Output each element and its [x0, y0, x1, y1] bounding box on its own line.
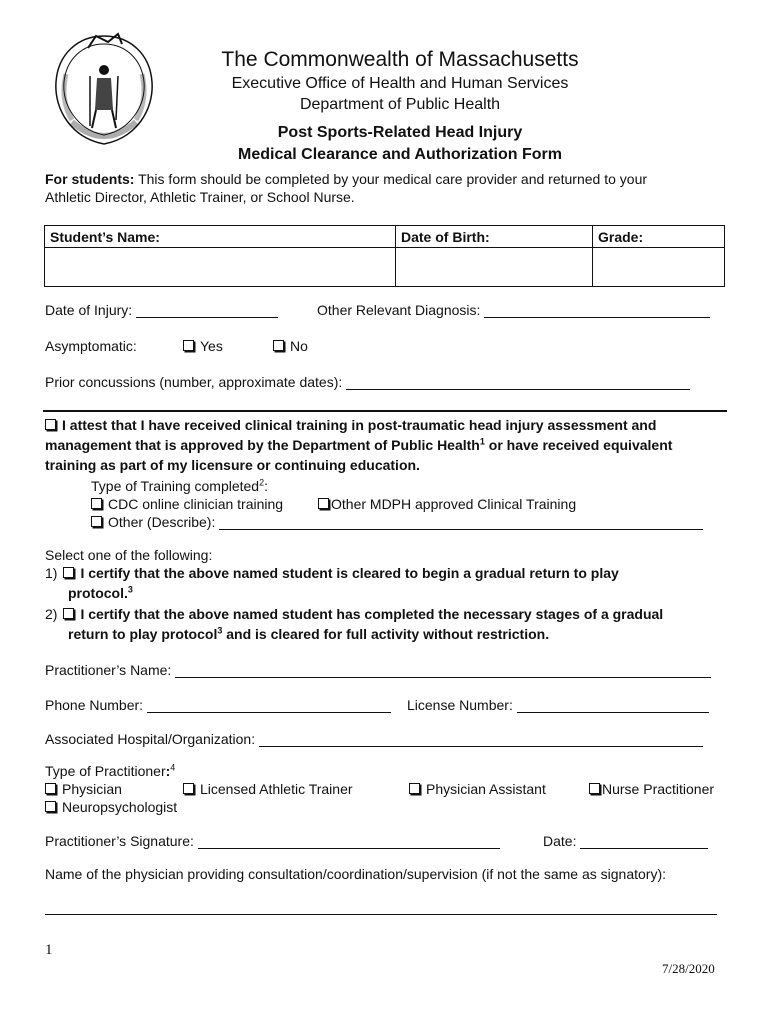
footnote-ref: 3	[127, 584, 133, 595]
attest-text-2a: management that is approved by the Department of Public Health	[45, 437, 480, 453]
colon-text: :	[165, 763, 171, 779]
option-number: 2)	[45, 606, 58, 622]
training-cdc-label: CDC online clinician training	[108, 496, 284, 512]
other-diagnosis-row	[317, 302, 710, 318]
pa-label: Physician Assistant	[426, 781, 546, 797]
type-np-option[interactable]	[589, 781, 714, 797]
type-neuro-option[interactable]	[45, 799, 177, 815]
training-mdph-label: Other MDPH approved Clinical Training	[331, 496, 577, 512]
footnote-ref: 1	[479, 436, 485, 447]
massachusetts-seal-icon	[52, 30, 156, 148]
dob-label: Date of Birth:	[396, 226, 593, 248]
signature-row	[45, 833, 500, 849]
asymptomatic-label: Asymptomatic:	[45, 338, 137, 354]
practitioner-type-label	[45, 763, 175, 779]
no-label: No	[290, 338, 308, 354]
training-mdph-option[interactable]	[318, 496, 576, 512]
consult-field[interactable]	[45, 914, 717, 915]
type-trainer-option[interactable]	[183, 781, 353, 797]
attest-line1	[45, 417, 735, 433]
option2-text-b: return to play protocol	[68, 626, 218, 642]
training-type-label	[91, 478, 268, 494]
student-name-label: Student’s Name:	[45, 226, 396, 248]
yes-label: Yes	[200, 338, 223, 354]
practitioner-name-row	[45, 662, 711, 678]
type-pa-option[interactable]	[409, 781, 546, 797]
asymptomatic-yes-option[interactable]	[183, 338, 223, 354]
phone-label: Phone Number:	[45, 697, 144, 713]
attest-text-2b: or have received equivalent	[484, 437, 673, 453]
trainer-label: Licensed Athletic Trainer	[200, 781, 353, 797]
option1-text-b: protocol.	[68, 585, 128, 601]
select-label: Select one of the following:	[45, 547, 213, 563]
section-divider	[43, 410, 727, 412]
footnote-ref: 3	[217, 625, 223, 636]
neuro-label: Neuropsychologist	[62, 799, 178, 815]
license-label: License Number:	[407, 697, 513, 713]
intro-text-2: Athletic Director, Athletic Trainer, or School Nurse.	[45, 189, 355, 205]
checkbox-icon[interactable]	[273, 340, 284, 351]
training-other-option[interactable]	[91, 514, 703, 530]
intro-body: This form should be completed by your medical care provider and returned to your	[134, 171, 648, 187]
license-field[interactable]	[517, 698, 709, 713]
date-row	[543, 833, 708, 849]
injury-date-field[interactable]	[136, 303, 278, 318]
injury-date-row	[45, 302, 278, 318]
option1-text-line2	[68, 585, 133, 601]
option1-text: I certify that the above named student is cleared to begin a gradual return to play	[80, 565, 619, 581]
physician-label: Physician	[62, 781, 122, 797]
phone-row	[45, 697, 391, 713]
hospital-row	[45, 731, 703, 747]
grade-field[interactable]	[593, 248, 725, 287]
footnote-ref: 4	[170, 762, 176, 773]
department-name: Department of Public Health	[299, 96, 501, 113]
license-row	[407, 697, 709, 713]
training-other-label: Other (Describe):	[108, 514, 216, 530]
intro-lead: For students:	[45, 171, 135, 187]
prior-concussions-row	[45, 374, 690, 390]
checkbox-icon[interactable]	[318, 498, 329, 509]
training-type-text: Type of Training completed	[91, 478, 260, 494]
attest-text-1: I attest that I have received clinical training in post-traumatic head injury assessment and	[62, 417, 657, 433]
other-diagnosis-label: Other Relevant Diagnosis:	[317, 302, 481, 318]
checkbox-icon[interactable]	[183, 340, 194, 351]
option-number: 1)	[45, 565, 58, 581]
page-number: 1	[45, 942, 53, 958]
hospital-label: Associated Hospital/Organization:	[45, 731, 256, 747]
checkbox-icon[interactable]	[409, 783, 420, 794]
checkbox-icon[interactable]	[45, 801, 56, 812]
checkbox-icon[interactable]	[91, 498, 102, 509]
hospital-field[interactable]	[259, 732, 703, 747]
option2-text-c: and is cleared for full activity without restriction.	[222, 626, 550, 642]
checkbox-icon[interactable]	[183, 783, 194, 794]
grade-label: Grade:	[593, 226, 725, 248]
consult-label: Name of the physician providing consultation/coordination/supervision (if not the same as signatory):	[45, 866, 666, 882]
signature-label: Practitioner’s Signature:	[45, 833, 194, 849]
type-physician-option[interactable]	[45, 781, 122, 797]
phone-field[interactable]	[147, 698, 391, 713]
student-name-field[interactable]	[45, 248, 396, 287]
signature-field[interactable]	[198, 834, 500, 849]
training-cdc-option[interactable]	[91, 496, 283, 512]
practitioner-type-text: Type of Practitioner	[45, 763, 166, 779]
student-info-table	[44, 225, 725, 287]
agency-name: Executive Office of Health and Human Services	[231, 75, 569, 92]
colon-text: :	[264, 478, 269, 494]
intro-text	[45, 171, 735, 187]
asymptomatic-no-option[interactable]	[273, 338, 308, 354]
date-field[interactable]	[580, 834, 708, 849]
attest-line2	[45, 437, 735, 453]
checkbox-icon[interactable]	[589, 783, 600, 794]
practitioner-name-field[interactable]	[175, 663, 711, 678]
revision-date: 7/28/2020	[662, 961, 715, 976]
page-title: The Commonwealth of Massachusetts	[221, 48, 579, 71]
prior-concussions-field[interactable]	[346, 375, 690, 390]
injury-date-label: Date of Injury:	[45, 302, 133, 318]
option2-text: I certify that the above named student has completed the necessary stages of a gradual	[80, 606, 664, 622]
date-label: Date:	[543, 833, 577, 849]
dob-field[interactable]	[396, 248, 593, 287]
clearance-option-2[interactable]	[45, 606, 735, 622]
checkbox-icon[interactable]	[63, 567, 74, 578]
form-title-line2: Medical Clearance and Authorization Form	[238, 146, 562, 163]
form-title-line1: Post Sports-Related Head Injury	[277, 124, 523, 141]
np-label: Nurse Practitioner	[602, 781, 715, 797]
checkbox-icon[interactable]	[91, 516, 102, 527]
training-other-field[interactable]	[219, 515, 703, 530]
clearance-option-1[interactable]	[45, 565, 735, 581]
checkbox-icon[interactable]	[63, 608, 74, 619]
attest-line3: training as part of my licensure or continuing education.	[45, 457, 420, 473]
option2-text-line2	[68, 626, 549, 642]
practitioner-name-label: Practitioner’s Name:	[45, 662, 172, 678]
prior-concussions-label: Prior concussions (number, approximate dates):	[45, 374, 343, 390]
attest-checkbox[interactable]	[45, 419, 56, 430]
footnote-ref: 2	[259, 477, 265, 488]
other-diagnosis-field[interactable]	[484, 303, 710, 318]
checkbox-icon[interactable]	[45, 783, 56, 794]
